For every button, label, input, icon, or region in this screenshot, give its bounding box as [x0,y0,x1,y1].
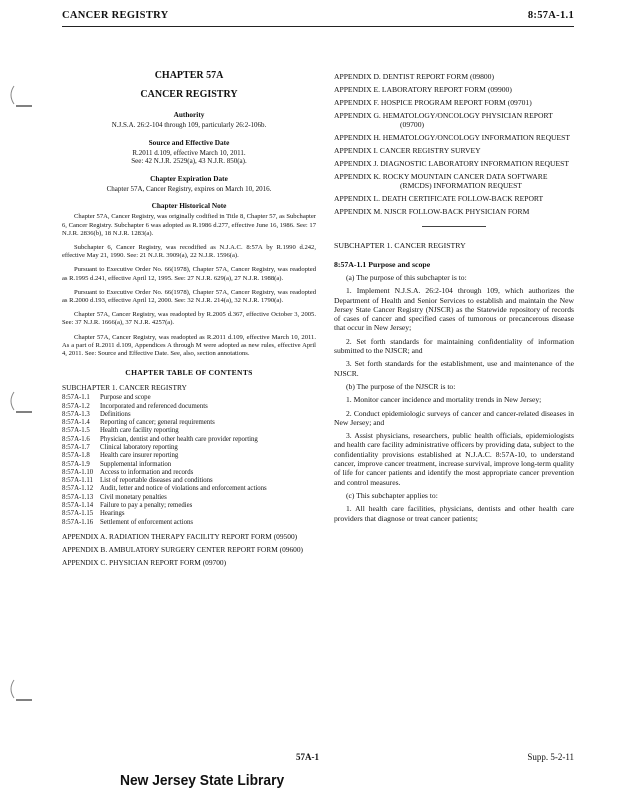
expiration-text: Chapter 57A, Cancer Registry, expires on March 10, 2016. [106,184,272,193]
subchapter-heading: SUBCHAPTER 1. CANCER REGISTRY [334,241,466,250]
chapter-title: CANCER REGISTRY [140,89,238,100]
historical-note-heading: Chapter Historical Note [151,201,227,211]
appendix-entry: APPENDIX A. RADIATION THERAPY FACILITY REPORT FORM (09500) [62,531,298,541]
toc-section-title: Hearings [100,510,125,518]
toc-entry [62,510,316,518]
authority-text: N.J.S.A. 26:2-104 through 109, particularly 26:2-106b. [111,121,267,129]
appendix-entry: APPENDIX G. HEMATOLOGY/ONCOLOGY PHYSICIAN REPORT (09700) [334,111,553,129]
appendix-list-left [62,533,316,567]
body-paragraph: (a) The purpose of this subchapter is to: [346,273,467,282]
header-section-number: 8:57A-1.1 [527,10,574,21]
toc-section-number: 8:57A-1.7 [62,444,90,451]
toc-section-title: Settlement of enforcement actions [100,518,194,526]
historical-note-paragraph: Subchapter 6, Cancer Registry, was recodified as N.J.A.C. 8:57A by R.1990 d.242, effective May 21, 1990. See: 21 N.J.R. 3909(a), 22 N.J.R. 1596(a). [62,243,316,260]
running-header [62,10,574,27]
historical-note-paragraph: Chapter 57A, Cancer Registry, was readopted by R.2005 d.367, effective October 3, 2005. See: 37 N.J.R. 1666(a), 37 N.J.R. 4257(a). [62,311,316,327]
toc-section-number: 8:57A-1.4 [62,419,90,427]
toc-entry [62,444,316,452]
toc-section-title: Clinical laboratory reporting [100,444,178,451]
expiration-heading: Chapter Expiration Date [150,173,228,183]
toc-section-title: Supplemental information [100,460,172,468]
binder-hole-mark [6,676,36,702]
toc-entry [62,502,316,510]
toc-heading: CHAPTER TABLE OF CONTENTS [125,368,253,378]
appendix-entry: APPENDIX H. HEMATOLOGY/ONCOLOGY INFORMATION REQUEST [334,133,571,142]
right-column [334,70,574,523]
supplement-date: Supp. 5-2-11 [527,752,574,762]
toc-entry [62,436,316,444]
toc-section-number: 8:57A-1.5 [62,427,90,435]
page-number: 57A-1 [296,752,319,762]
toc-entry [62,477,316,485]
toc-section-title: List of reportable diseases and conditions [100,477,213,485]
body-paragraph: 1. Implement N.J.S.A. 26:2-104 through 109, which authorizes the Department of Health and Senior Services to establish and maintain the New Jersey State Cancer Registry (NJSCR) as the Statewide repository of records of cases of cancer and specified cases of tumorous or precancerous disease that occur in New Jersey; [334,286,574,333]
toc-section-number: 8:57A-1.16 [62,518,94,526]
toc-entry [62,469,316,477]
toc-section-number: 8:57A-1.12 [62,485,94,493]
toc-section-title: Failure to pay a penalty; remedies [100,502,193,510]
toc-entry [62,427,316,435]
appendix-entry: APPENDIX F. HOSPICE PROGRAM REPORT FORM (09701) [334,98,532,107]
appendix-entry: APPENDIX E. LABORATORY REPORT FORM (09900) [334,85,512,94]
toc-section-title: Physician, dentist and other health care provider reporting [100,435,258,443]
chapter-number: CHAPTER 57A [154,70,224,81]
historical-note-paragraph: Chapter 57A, Cancer Registry, was readopted as R.2011 d.109, effective March 10, 2011. As a part of R.2011 d.109, Appendices A through M were adopted as new rules, effective April 4, 2011. See: Source and Effective Date. See, also, section annotations. [62,333,316,358]
toc-section-title: Audit, letter and notice of violations and enforcement actions [100,485,267,493]
historical-note-paragraph: Pursuant to Executive Order No. 66(1978), Chapter 57A, Cancer Registry, was readopted as R.1995 d.241, effective April 12, 1995. See: 27 N.J.R. 629(a), 27 N.J.R. 1988(a). [62,266,316,282]
toc-section-number: 8:57A-1.13 [62,493,94,501]
toc-entry [62,494,316,502]
appendix-list-right [334,72,574,216]
toc-section-title: Incorporated and referenced documents [100,402,208,410]
appendix-entry: APPENDIX J. DIAGNOSTIC LABORATORY INFORMATION REQUEST [334,159,569,168]
appendix-entry: APPENDIX M. NJSCR FOLLOW-BACK PHYSICIAN FORM [334,207,530,216]
toc-section-title: Reporting of cancer; general requirements [100,419,215,427]
section-divider [422,226,486,227]
toc-entry [62,419,316,427]
appendix-entry: APPENDIX D. DENTIST REPORT FORM (09800) [334,72,495,81]
source-line-1: R.2011 d.109, effective March 10, 2011. [132,148,246,157]
appendix-entry: APPENDIX I. CANCER REGISTRY SURVEY [334,146,481,155]
toc-section-number: 8:57A-1.11 [62,477,93,485]
toc-section-number: 8:57A-1.3 [62,410,90,418]
toc-entry [62,452,316,460]
header-title: CANCER REGISTRY [62,10,169,21]
toc-subchapter: SUBCHAPTER 1. CANCER REGISTRY [62,383,187,393]
historical-note-paragraph: Chapter 57A, Cancer Registry, was originally codified in Title 8, Chapter 57, as Subchapter 6, Cancer Registry. Subchapter 6 was adopted as R.1986 d.277, effective June 16, 1986. See: 17 N.J.R. 2836(b), 18 N.J.R. 1283(a). [62,213,316,237]
toc-section-title: Definitions [100,410,131,418]
body-paragraph: 3. Assist physicians, researchers, public health officials, epidemiologists and health care facility administrative officers by providing data, subject to the confidentiality provisions established at N.J.A.C. 8:57A-10, to understand cancer, improve cancer treatment, increase survival, improve long-term quality of life for cancer patients and identify the most appropriate cancer prevention and control measures. [334,431,574,487]
source-heading: Source and Effective Date [148,137,230,147]
body-paragraph: 2. Set forth standards for maintaining confidentiality of information submitted to the NJSCR; and [334,336,574,356]
toc-section-number: 8:57A-1.2 [62,402,90,410]
body-paragraph: 3. Set forth standards for the establishment, use and maintenance of the NJSCR. [334,359,574,378]
appendix-entry: APPENDIX L. DEATH CERTIFICATE FOLLOW-BACK REPORT [334,194,544,203]
body-paragraph: (b) The purpose of the NJSCR is to: [346,381,456,391]
toc-entry [62,403,316,411]
historical-note-paragraph: Pursuant to Executive Order No. 66(1978), Chapter 57A, Cancer Registry, was readopted as R.2000 d.193, effective April 12, 2000. See: 32 N.J.R. 214(a), 32 N.J.R. 1790(a). [62,288,316,304]
binder-hole-mark [6,388,36,414]
toc-section-number: 8:57A-1.6 [62,435,90,443]
toc-list [62,394,316,527]
toc-section-number: 8:57A-1.1 [62,394,90,402]
appendix-entry: APPENDIX K. ROCKY MOUNTAIN CANCER DATA SOFTWARE (RMCDS) INFORMATION REQUEST [334,172,548,190]
toc-section-title: Access to information and records [100,468,194,476]
library-stamp: New Jersey State Library [120,772,285,789]
toc-section-number: 8:57A-1.14 [62,502,94,510]
toc-section-number: 8:57A-1.10 [62,468,94,476]
toc-entry [62,411,316,419]
toc-entry [62,485,316,493]
toc-section-number: 8:57A-1.8 [62,452,90,460]
body-paragraph: (c) This subchapter applies to: [346,490,438,500]
left-column [62,70,316,567]
body-paragraph: 1. Monitor cancer incidence and mortality trends in New Jersey; [346,395,542,405]
authority-heading: Authority [173,110,205,119]
toc-entry [62,394,316,402]
toc-entry [62,461,316,469]
toc-section-number: 8:57A-1.15 [62,510,94,518]
toc-section-title: Civil monetary penalties [100,493,167,501]
appendix-entry: APPENDIX B. AMBULATORY SURGERY CENTER REPORT FORM (09600) [62,544,304,554]
body-paragraph: 1. All health care facilities, physicians, dentists and other health care providers that diagnose or treat cancer patients; [334,504,574,523]
body-paragraph: 2. Conduct epidemiologic surveys of cancer and cancer-related diseases in New Jersey; and [334,408,574,427]
appendix-entry: APPENDIX C. PHYSICIAN REPORT FORM (09700) [62,557,227,567]
toc-section-title: Health care insurer reporting [100,452,179,460]
source-line-2: See: 42 N.J.R. 2529(a), 43 N.J.R. 850(a). [131,157,247,166]
section-heading: 8:57A-1.1 Purpose and scope [334,260,431,269]
toc-section-title: Health care facility reporting [100,427,179,435]
toc-section-number: 8:57A-1.9 [62,460,90,468]
binder-hole-mark [6,82,36,108]
toc-entry [62,519,316,527]
toc-section-title: Purpose and scope [100,394,151,402]
